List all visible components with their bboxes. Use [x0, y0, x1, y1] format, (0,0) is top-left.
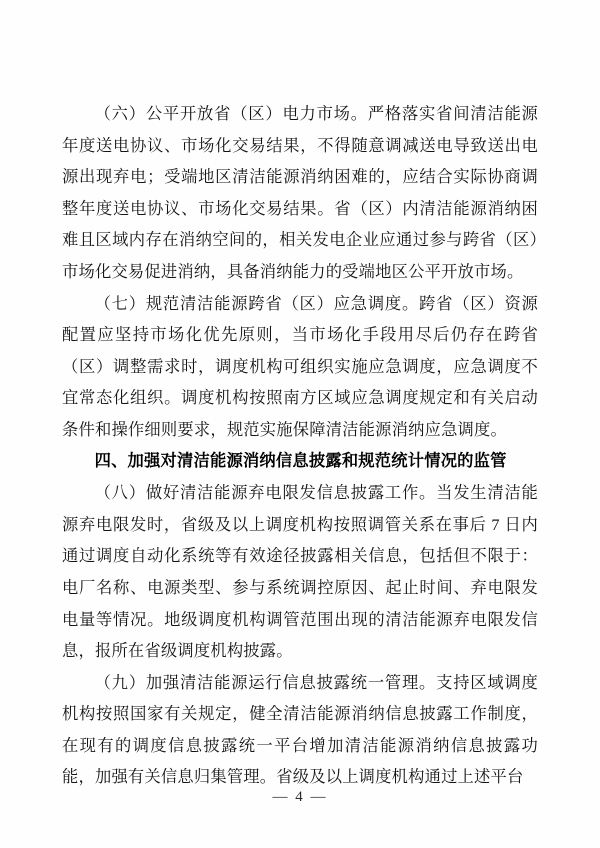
page-footer	[0, 789, 600, 806]
section-heading: 四、加强对清洁能源消纳信息披露和规范统计情况的监管	[94, 451, 507, 470]
paragraph-eight: （八）做好清洁能源弃电限发信息披露工作。当发生清洁能源弃电限发时，省级及以上调度机构按照调管关系在事后 7 日内通过调度自动化系统等有效途径披露相关信息，包括但不限于：电厂名称、电源类型、参与系统调控原因、起止时间、弃电限发电量等情况。地级调度机构调管范围出现的清洁能源弃电限发信息，报所在省级调度机构披露。	[62, 483, 538, 661]
paragraph-six: （六）公平开放省（区）电力市场。严格落实省间清洁能源年度送电协议、市场化交易结果，不得随意调减送电导致送出电源出现弃电；受端地区清洁能源消纳困难的，应结合实际协商调整年度送电协议、市场化交易结果。省（区）内清洁能源消纳困难且区域内存在消纳空间的，相关发电企业应通过参与跨省（区）市场化交易促进消纳，具备消纳能力的受端地区公平开放市场。	[62, 104, 538, 281]
paragraph-seven: （七）规范清洁能源跨省（区）应急调度。跨省（区）资源配置应坚持市场化优先原则，当市场化手段用尽后仍存在跨省（区）调整需求时，调度机构可组织实施应急调度，应急调度不宜常态化组织。调度机构按照南方区域应急调度规定和有关启动条件和操作细则要求，规范实施保障清洁能源消纳应急调度。	[62, 293, 538, 439]
paragraph-nine: （九）加强清洁能源运行信息披露统一管理。支持区域调度机构按照国家有关规定，健全清洁能源消纳信息披露工作制度，在现有的调度信息披露统一平台增加清洁能源消纳信息披露功能，加强有关信息归集管理。省级及以上调度机构通过上述平台	[62, 672, 538, 787]
page-number: — 4 —	[272, 789, 328, 805]
